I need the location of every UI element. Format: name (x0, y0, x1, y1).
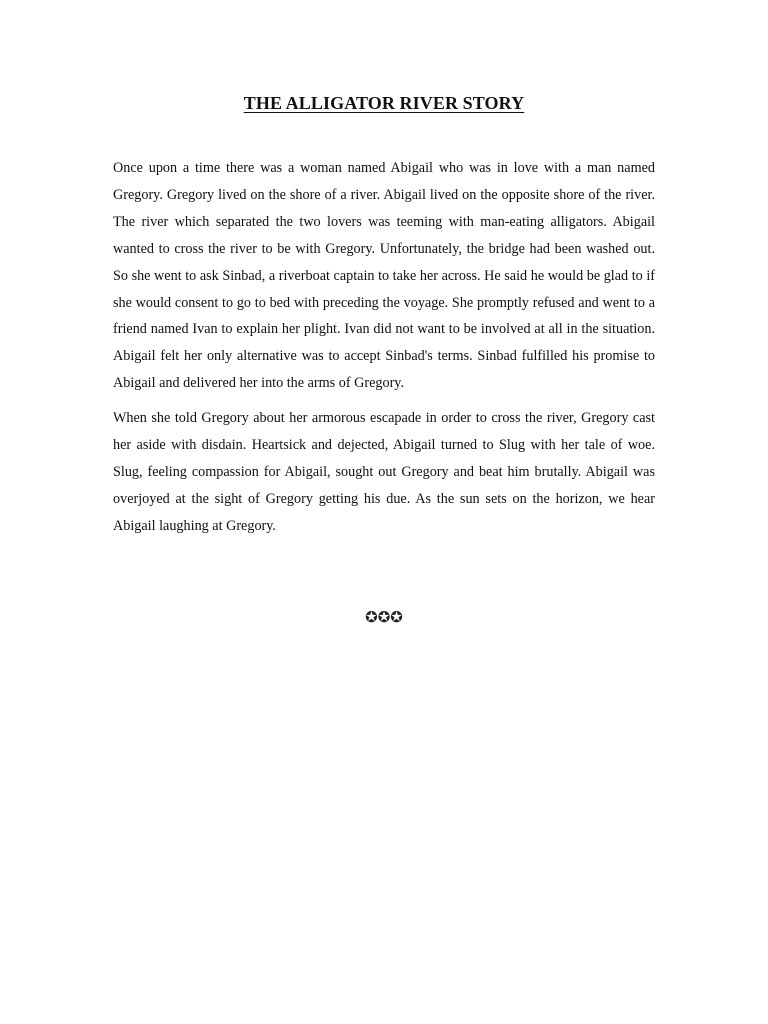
paragraph-2: When she told Gregory about her armorous escapade in order to cross the river, Gregory cast her aside with disdain. Heartsick and dejected, Abigail turned to Slug with her tale of woe. Slug, feeling compassion for Abigail, sought out Gregory and beat him brutally. Abigail was overjoyed at the sight of Gregory getting his due. As the sun sets on the horizon, we hear Abigail laughing at Gregory. (113, 410, 655, 534)
story-body (113, 155, 655, 540)
paragraph-1: Once upon a time there was a woman named Abigail who was in love with a man named Gregory. Gregory lived on the shore of a river. Abigail lived on the opposite shore of the river. The river which separated the two lovers was teeming with man-eating alligators. Abigail wanted to cross the river to be with Gregory. Unfortunately, the bridge had been washed out. So she went to ask Sinbad, a riverboat captain to take her across. He said he would be glad to if she would consent to go to bed with preceding the voyage. She promptly refused and went to a friend named Ivan to explain her plight. Ivan did not want to be involved at all in the situation. Abigail felt her only alternative was to accept Sinbad's terms. Sinbad fulfilled his promise to Abigail and delivered her into the arms of Gregory. (113, 160, 655, 392)
section-end-ornament: ✪✪✪ (365, 608, 403, 626)
page-title: THE ALLIGATOR RIVER STORY (243, 93, 525, 113)
